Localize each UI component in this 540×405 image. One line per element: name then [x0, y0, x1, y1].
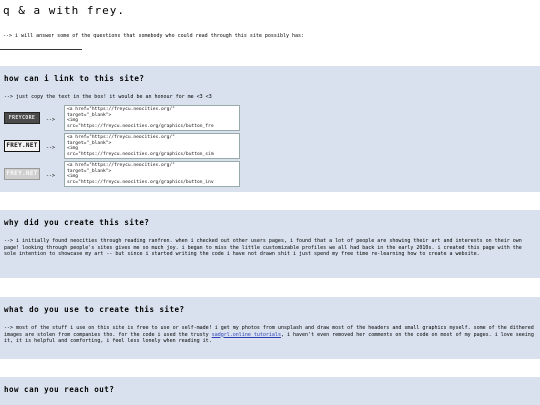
button-row	[4, 105, 244, 131]
section-heading: what do you use to create this site?	[4, 305, 185, 314]
section-what-used	[0, 297, 540, 359]
button-row	[4, 161, 244, 187]
section-text: --> i initially found neocities through reading ranfren. when i checked out other users pages, i found that a lot of people are showing their art and interests on their own page! looking through people's sites gives me so much joy. i began to miss the little customizable profiles we all had back in the early 2010s. i created this page with the sole intention to showcase my art -- but since i started writing the code i have not drawn shit i just spend my free time re-learning how to create a website.	[4, 238, 522, 257]
section-reach-out	[0, 377, 540, 405]
text-before-link: --> most of the stuff i use on this site is free to use or self-made! i get my photos from unsplash and draw most of the headers and small graphics myself. some of the dithered images are stolen from companies tho. for the code i used the trusty	[4, 325, 534, 338]
section-why-created	[0, 210, 540, 278]
sadgrl-tutorials-link[interactable]: sadgrl.online tutorials	[211, 331, 281, 338]
arrow-text: -->	[46, 173, 56, 179]
arrow-text: -->	[46, 117, 56, 123]
section-text	[4, 325, 534, 345]
embed-code-box[interactable]: <a href="https://freycu.neocities.org/" target="_blank"> <img src="https://freycu.neocities.org/graphics/button_sim	[64, 133, 240, 159]
section-heading: how can you reach out?	[4, 385, 115, 394]
section-link-to-site	[0, 66, 540, 192]
section-text: --> just copy the text in the box! it would be an honour for me <3 <3	[4, 94, 212, 100]
divider	[0, 49, 82, 50]
button-row	[4, 133, 244, 159]
section-heading: how can i link to this site?	[4, 74, 145, 83]
site-button-image: FREYCORE	[4, 112, 40, 124]
page-title: q & a with frey.	[3, 4, 125, 17]
text-after-link: , i haven't even removed her comments on the code on most of my pages. i love seeing it, it is helpful and comforting, i feel less lonely when reading it.	[4, 331, 534, 344]
embed-code-box[interactable]: <a href="https://freycu.neocities.org/" target="_blank"> <img src="https://freycu.neocities.org/graphics/button_fre	[64, 105, 240, 131]
arrow-text: -->	[46, 145, 56, 151]
section-heading: why did you create this site?	[4, 218, 150, 227]
site-button-image: FREY.NET	[4, 168, 40, 180]
intro-text: --> i will answer some of the questions that somebody who could read through this site possibly has:	[3, 33, 305, 39]
site-button-image: FREY.NET	[4, 140, 40, 152]
embed-code-box[interactable]: <a href="https://freycu.neocities.org/" target="_blank"> <img src="https://freycu.neocities.org/graphics/button_inv	[64, 161, 240, 187]
